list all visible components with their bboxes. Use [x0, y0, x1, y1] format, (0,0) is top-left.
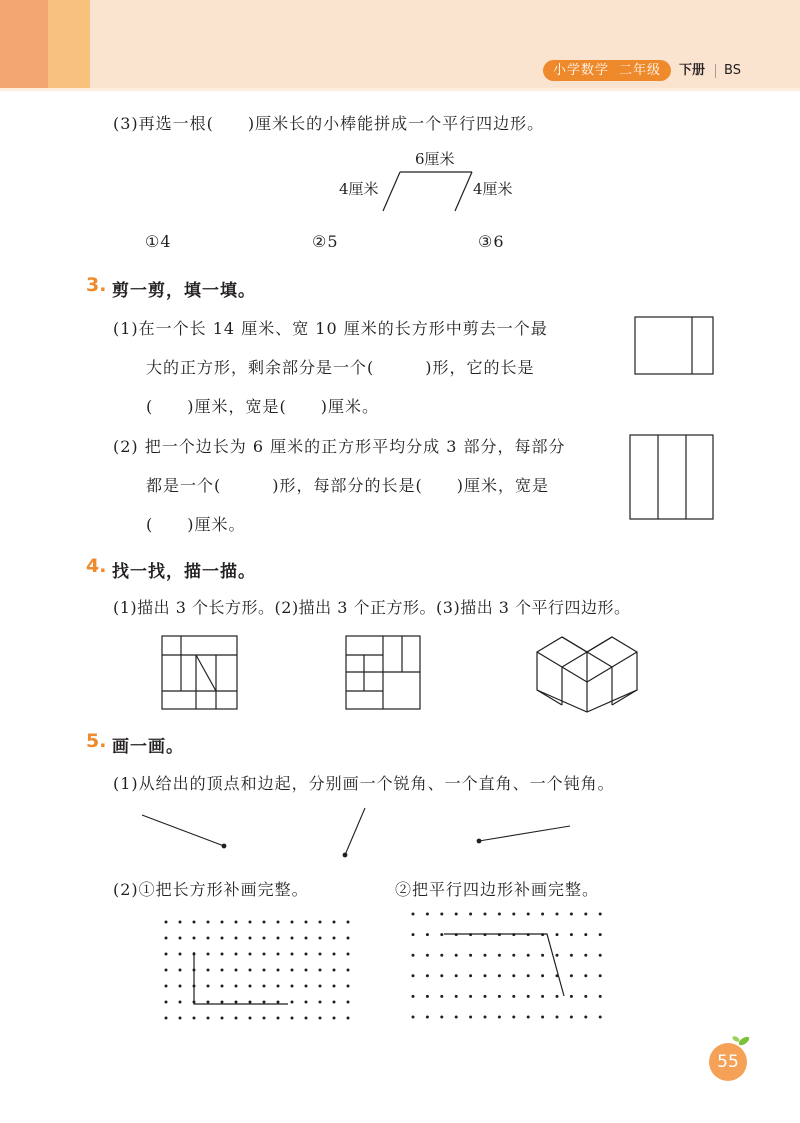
grade-label: 二年级 — [619, 63, 662, 78]
q4-number: 4. — [86, 555, 107, 577]
q3-p1-line1: (1)在一个长 14 厘米、宽 10 厘米的长方形中剪去一个最 — [113, 319, 548, 338]
q3-p2-line3: ( )厘米。 — [146, 515, 246, 534]
option-2[interactable]: ②5 — [312, 232, 339, 251]
q5-title: 画一画。 — [112, 737, 184, 757]
edition-label: BS — [724, 63, 741, 78]
stick-right-label: 4厘米 — [473, 180, 513, 198]
q3-number: 3. — [86, 274, 107, 296]
q3-p2-line1: (2) 把一个边长为 6 厘米的正方形平均分成 3 部分，每部分 — [113, 437, 566, 456]
stick-left-label: 4厘米 — [339, 180, 379, 198]
stick-top-label: 6厘米 — [415, 150, 455, 168]
q2-part3-question: (3)再选一根( )厘米长的小棒能拼成一个平行四边形。 — [113, 114, 545, 133]
q5-number: 5. — [86, 730, 107, 752]
q4-instructions: (1)描出 3 个长方形。(2)描出 3 个正方形。(3)描出 3 个平行四边形。 — [113, 598, 631, 617]
q5-p1-instruction: (1)从给出的顶点和边起，分别画一个锐角、一个直角、一个钝角。 — [113, 774, 615, 793]
q3-p1-line3: ( )厘米，宽是( )厘米。 — [146, 397, 379, 416]
q5-p2b-instruction: ②把平行四边形补画完整。 — [395, 880, 600, 899]
page-number: 55 — [709, 1043, 747, 1081]
volume-label: 下册 — [679, 63, 706, 78]
q4-title: 找一找，描一描。 — [112, 562, 256, 582]
q5-p2a-instruction: (2)①把长方形补画完整。 — [113, 880, 309, 899]
subject-label: 小学数学 — [553, 63, 610, 78]
q3-p2-line2: 都是一个( )形，每部分的长是( )厘米，宽是 — [146, 476, 549, 495]
option-1[interactable]: ①4 — [145, 232, 172, 251]
option-3[interactable]: ③6 — [478, 232, 505, 251]
q3-title: 剪一剪，填一填。 — [112, 281, 256, 301]
q3-p1-line2: 大的正方形，剩余部分是一个( )形，它的长是 — [146, 358, 535, 377]
